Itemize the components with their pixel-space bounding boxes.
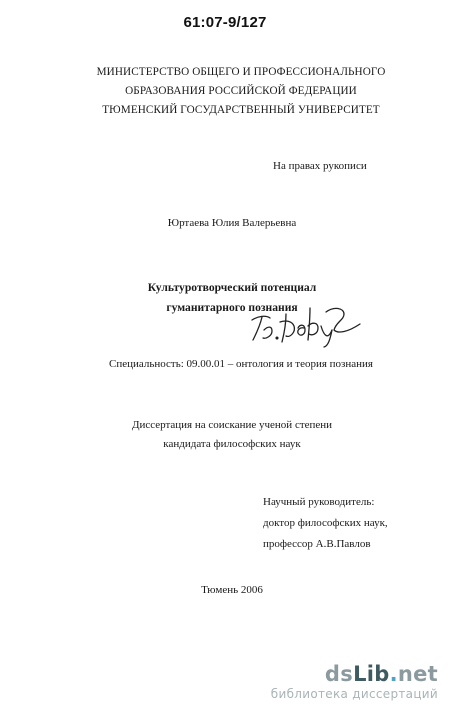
title-line: гуманитарного познания: [166, 301, 298, 314]
document-code: 61:07-9/127: [183, 14, 267, 31]
watermark-part-lib: Lib: [353, 662, 390, 686]
supervisor-line: доктор философских наук,: [263, 517, 388, 529]
watermark-subtitle: библиотека диссертаций: [270, 687, 438, 701]
degree-line: кандидата философских наук: [163, 438, 301, 450]
manuscript-rights-note: На правах рукописи: [273, 160, 367, 172]
degree-line: Диссертация на соискание ученой степени: [131, 419, 333, 431]
supervisor-line: Научный руководитель:: [263, 496, 375, 508]
dissertation-title: [0, 278, 450, 318]
watermark-dot: .: [389, 662, 398, 686]
scientific-supervisor: [263, 492, 388, 555]
watermark-part-ds: ds: [324, 662, 354, 686]
city-year: Тюмень 2006: [201, 584, 263, 596]
watermark-logo: [271, 662, 438, 686]
supervisor-line: профессор А.В.Павлов: [263, 538, 371, 550]
header-line: ОБРАЗОВАНИЯ РОССИЙСКОЙ ФЕДЕРАЦИИ: [125, 85, 357, 97]
watermark-part-net: net: [397, 662, 438, 686]
specialty-line: Специальность: 09.00.01 – онтология и теория познания: [109, 358, 373, 370]
author-name: Юртаева Юлия Валерьевна: [167, 217, 297, 229]
degree-statement: [0, 416, 450, 454]
institution-header: [0, 63, 450, 120]
title-line: Культуротворческий потенциал: [147, 281, 317, 294]
handwritten-signature-icon: [248, 300, 363, 348]
dslib-watermark: [271, 662, 438, 702]
header-line: МИНИСТЕРСТВО ОБЩЕГО И ПРОФЕССИОНАЛЬНОГО: [96, 66, 386, 78]
header-line: ТЮМЕНСКИЙ ГОСУДАРСТВЕННЫЙ УНИВЕРСИТЕТ: [102, 104, 380, 116]
